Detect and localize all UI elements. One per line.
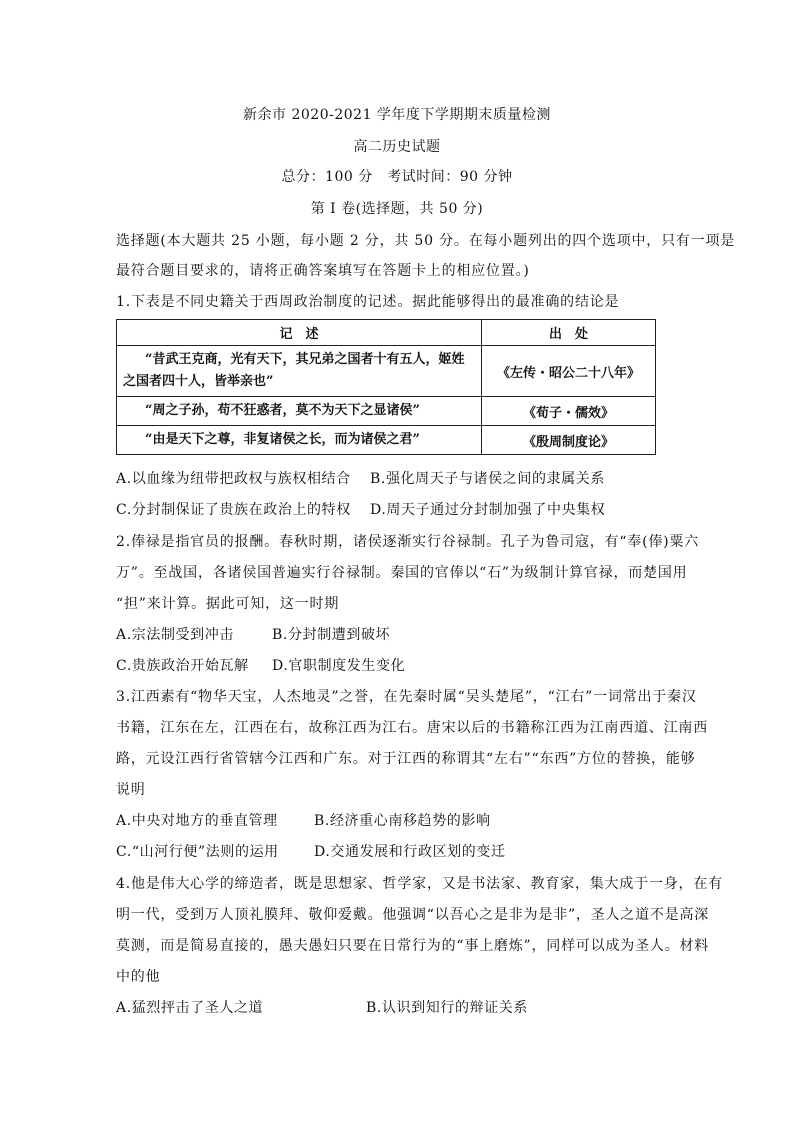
score-time: 总分：100 分 考试时间：90 分钟 — [281, 169, 513, 185]
q3-option-d: D.交通发展和行政区划的变迁 — [314, 844, 506, 860]
q2-line-3: “担”来计算。据此可知，这一时期 — [116, 596, 340, 612]
q1-row-1-record-line-1: “昔武王克商，光有天下，其兄弟之国者十有五人，姬姓 — [145, 352, 465, 367]
section-title: 第 I 卷(选择题，共 50 分) — [310, 201, 484, 217]
q1-row-2-record: “周之子孙，苟不狂惑者，莫不为天下之显诸侯” — [117, 397, 482, 426]
q2-line-1: 2.俸禄是指官员的报酬。春秋时期，诸侯逐渐实行谷禄制。孔子为鲁司寇，有“奉(俸)粟六 — [116, 534, 700, 550]
q2-option-a: A.宗法制受到冲击 — [116, 627, 234, 643]
q4-line-2: 明一代，受到万人顶礼膜拜、敬仰爱戴。他强调“以吾心之是非为是非”，圣人之道不是高深 — [116, 907, 710, 923]
q1-row-3-source: 《殷周制度论》 — [482, 426, 656, 455]
subject-title: 高二历史试题 — [353, 139, 441, 155]
instruction-line-2: 最符合题目要求的，请将正确答案填写在答题卡上的相应位置。) — [116, 263, 530, 279]
q2-line-2: 万”。至战国，各诸侯国普遍实行谷禄制。秦国的官俸以“石”为级制计算官禄，而楚国用 — [116, 565, 688, 581]
q2-option-d: D.官职制度发生变化 — [272, 658, 406, 674]
q3-line-1: 3.江西素有“物华天宝，人杰地灵”之誉，在先秦时属“吴头楚尾”，“江右”一词常出于秦汉 — [116, 689, 697, 705]
q1-option-c: C.分封制保证了贵族在政治上的特权 — [116, 502, 351, 518]
q1-row-2-source: 《荀子・儒效》 — [482, 397, 656, 426]
q1-stem: 1.下表是不同史籍关于西周政治制度的记述。据此能够得出的最准确的结论是 — [116, 294, 620, 310]
q1-table-row — [117, 397, 656, 426]
instruction-line-1: 选择题(本大题共 25 小题，每小题 2 分，共 50 分。在每小题列出的四个选项中，只有一项是 — [116, 233, 736, 249]
q1-header-source: 出 处 — [482, 320, 656, 346]
q3-line-2: 书籍，江东在左，江西在右，故称江西为江右。唐宋以后的书籍称江西为江南西道、江南西 — [116, 720, 708, 736]
q1-row-1-record-line-2: 之国者四十人，皆举亲也” — [123, 374, 274, 389]
q4-line-4: 中的他 — [116, 969, 161, 985]
q1-header-record: 记 述 — [117, 320, 482, 346]
q1-option-a: A.以血缘为纽带把政权与族权相结合 — [116, 471, 351, 487]
q4-line-1: 4.他是伟大心学的缔造者，既是思想家、哲学家，又是书法家、教育家，集大成于一身，在有 — [116, 876, 723, 892]
q3-line-4: 说明 — [116, 782, 146, 798]
q3-option-a: A.中央对地方的垂直管理 — [116, 813, 278, 829]
q1-table-row — [117, 346, 656, 397]
q1-row-3-record: “由是天下之尊，非复诸侯之长，而为诸侯之君” — [117, 426, 482, 455]
q1-table-header-row — [117, 320, 656, 346]
q2-option-c: C.贵族政治开始瓦解 — [116, 658, 249, 674]
q1-option-d: D.周天子通过分封制加强了中央集权 — [370, 502, 606, 518]
q3-line-3: 路，元设江西行省管辖今江西和广东。对于江西的称谓其“左右”“东西”方位的替换，能够 — [116, 751, 696, 767]
q3-option-b: B.经济重心南移趋势的影响 — [314, 813, 491, 829]
q4-line-3: 莫测，而是简易直接的，愚夫愚妇只要在日常行为的“事上磨炼”，同样可以成为圣人。材料 — [116, 938, 710, 954]
q1-row-1-source: 《左传・昭公二十八年》 — [482, 346, 656, 397]
q4-option-a: A.猛烈抨击了圣人之道 — [116, 1000, 264, 1016]
q1-row-1-record — [117, 346, 482, 397]
q1-table-row — [117, 426, 656, 455]
q1-option-b: B.强化周天子与诸侯之间的隶属关系 — [370, 471, 605, 487]
q2-option-b: B.分封制遭到破坏 — [272, 627, 391, 643]
q1-table — [116, 319, 656, 455]
q4-option-b: B.认识到知行的辩证关系 — [366, 1000, 528, 1016]
q3-option-c: C.“山河行便”法则的运用 — [116, 844, 279, 860]
exam-title: 新余市 2020-2021 学年度下学期期末质量检测 — [243, 107, 551, 123]
